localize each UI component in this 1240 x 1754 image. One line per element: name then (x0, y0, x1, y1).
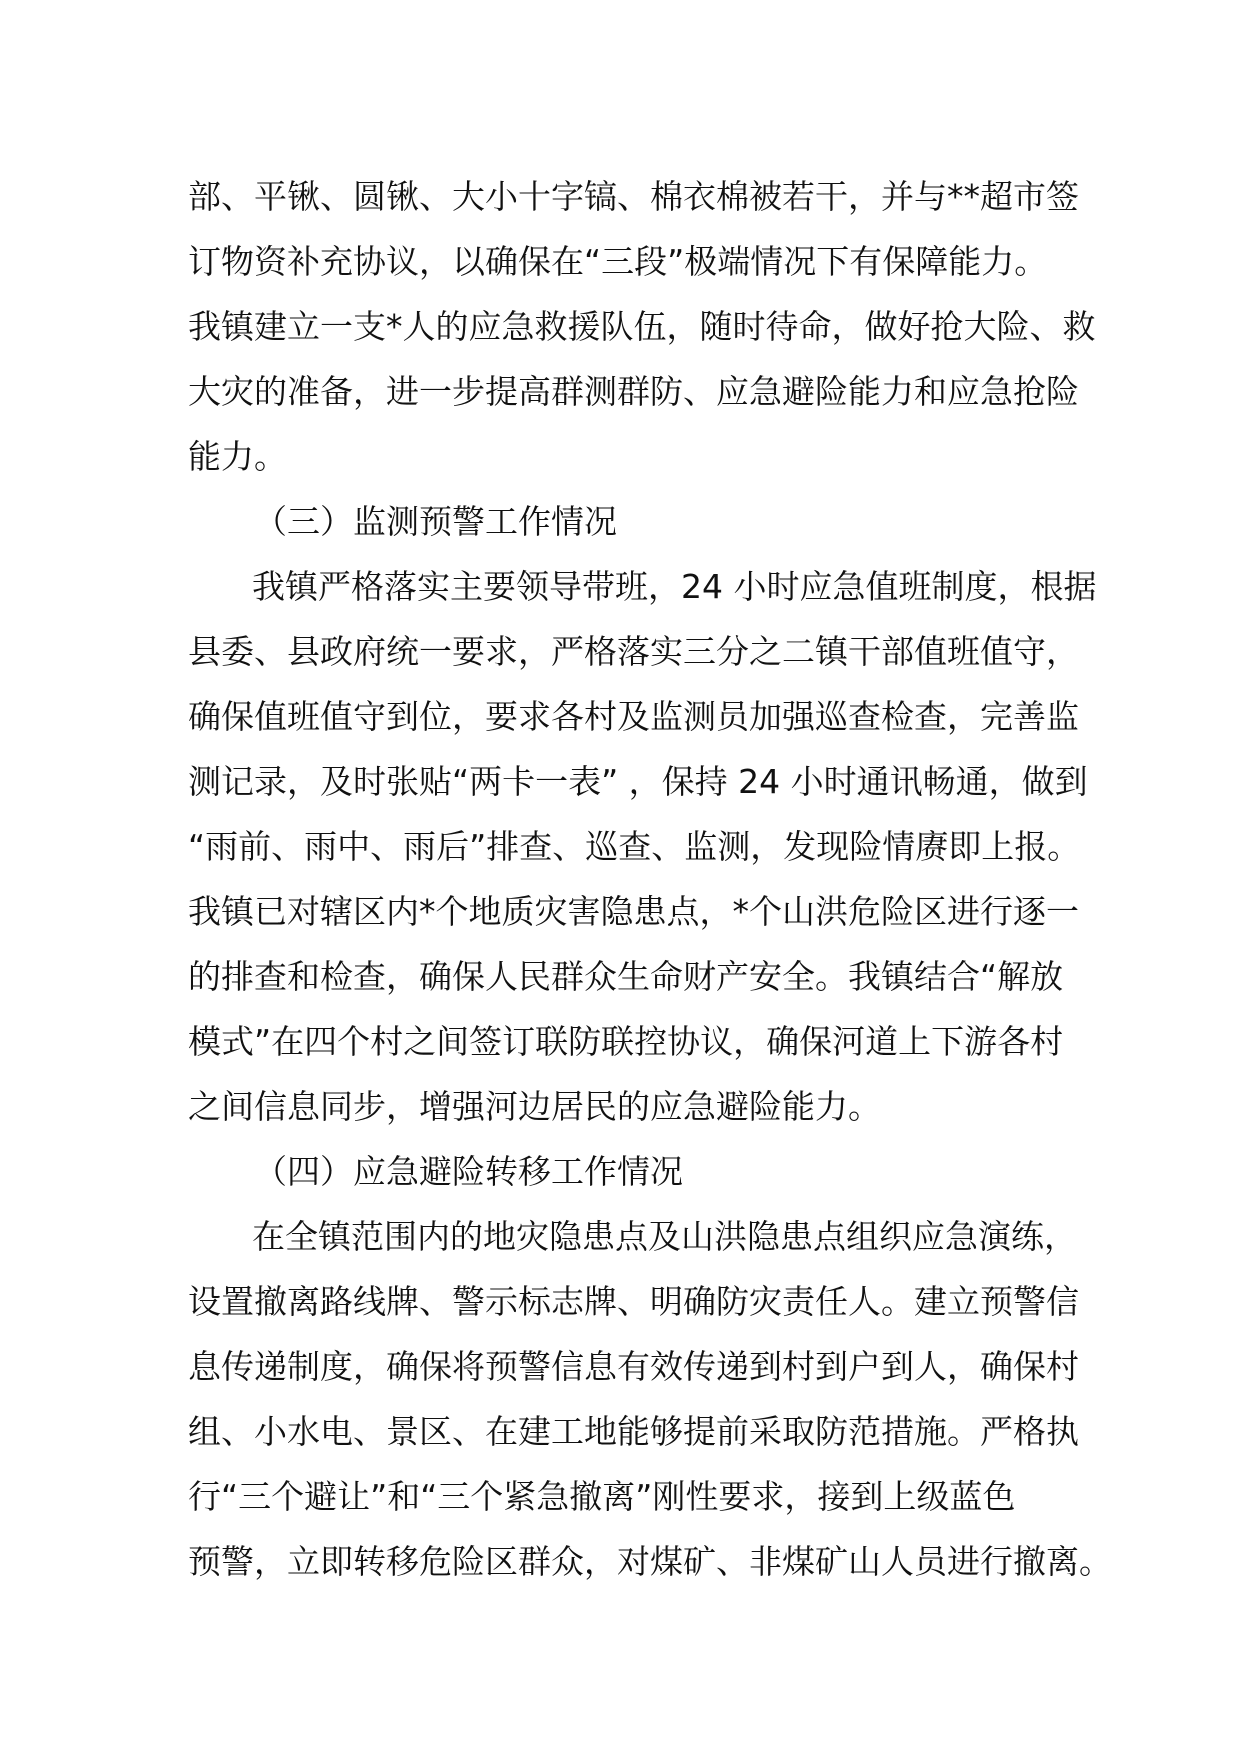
text-line: 组、小水电、景区、在建工地能够提前采取防范措施。严格执 (188, 1412, 1079, 1451)
section-heading: （三）监测预警工作情况 (254, 502, 617, 541)
text-line: 行“三个避让”和“三个紧急撤离”刚性要求，接到上级蓝色 (188, 1477, 1016, 1516)
section-heading: （四）应急避险转移工作情况 (254, 1152, 683, 1191)
text-line: 大灾的准备，进一步提高群测群防、应急避险能力和应急抢险 (188, 372, 1079, 411)
text-line: 我镇已对辖区内*个地质灾害隐患点，*个山洪危险区进行逐一 (188, 892, 1079, 931)
text-line: “雨前、雨中、雨后”排查、巡查、监测，发现险情赓即上报。 (188, 827, 1081, 866)
text-line: 确保值班值守到位，要求各村及监测员加强巡查检查，完善监 (188, 697, 1079, 736)
text-line: 县委、县政府统一要求，严格落实三分之二镇干部值班值守， (188, 632, 1079, 671)
text-line: 测记录，及时张贴“两卡一表” ，保持 24 小时通讯畅通，做到 (188, 762, 1088, 801)
text-line: 我镇建立一支*人的应急救援队伍，随时待命，做好抢大险、救 (188, 307, 1096, 346)
text-line: 部、平锹、圆锹、大小十字镐、棉衣棉被若干，并与**超市签 (188, 177, 1079, 216)
text-line: 之间信息同步，增强河边居民的应急避险能力。 (188, 1087, 881, 1126)
text-line: 的排查和检查，确保人民群众生命财产安全。我镇结合“解放 (188, 957, 1064, 996)
text-line: 订物资补充协议，以确保在“三段”极端情况下有保障能力。 (188, 242, 1048, 281)
text-line: 能力。 (188, 437, 287, 476)
text-line: 在全镇范围内的地灾隐患点及山洪隐患点组织应急演练， (252, 1217, 1077, 1256)
text-line: 模式”在四个村之间签订联防联控协议，确保河道上下游各村 (188, 1022, 1064, 1061)
text-line: 预警，立即转移危险区群众，对煤矿、非煤矿山人员进行撤离。 (188, 1542, 1112, 1581)
text-line: 设置撤离路线牌、警示标志牌、明确防灾责任人。建立预警信 (188, 1282, 1079, 1321)
text-line: 息传递制度，确保将预警信息有效传递到村到户到人，确保村 (188, 1347, 1079, 1386)
text-line: 我镇严格落实主要领导带班，24 小时应急值班制度，根据 (252, 567, 1097, 606)
